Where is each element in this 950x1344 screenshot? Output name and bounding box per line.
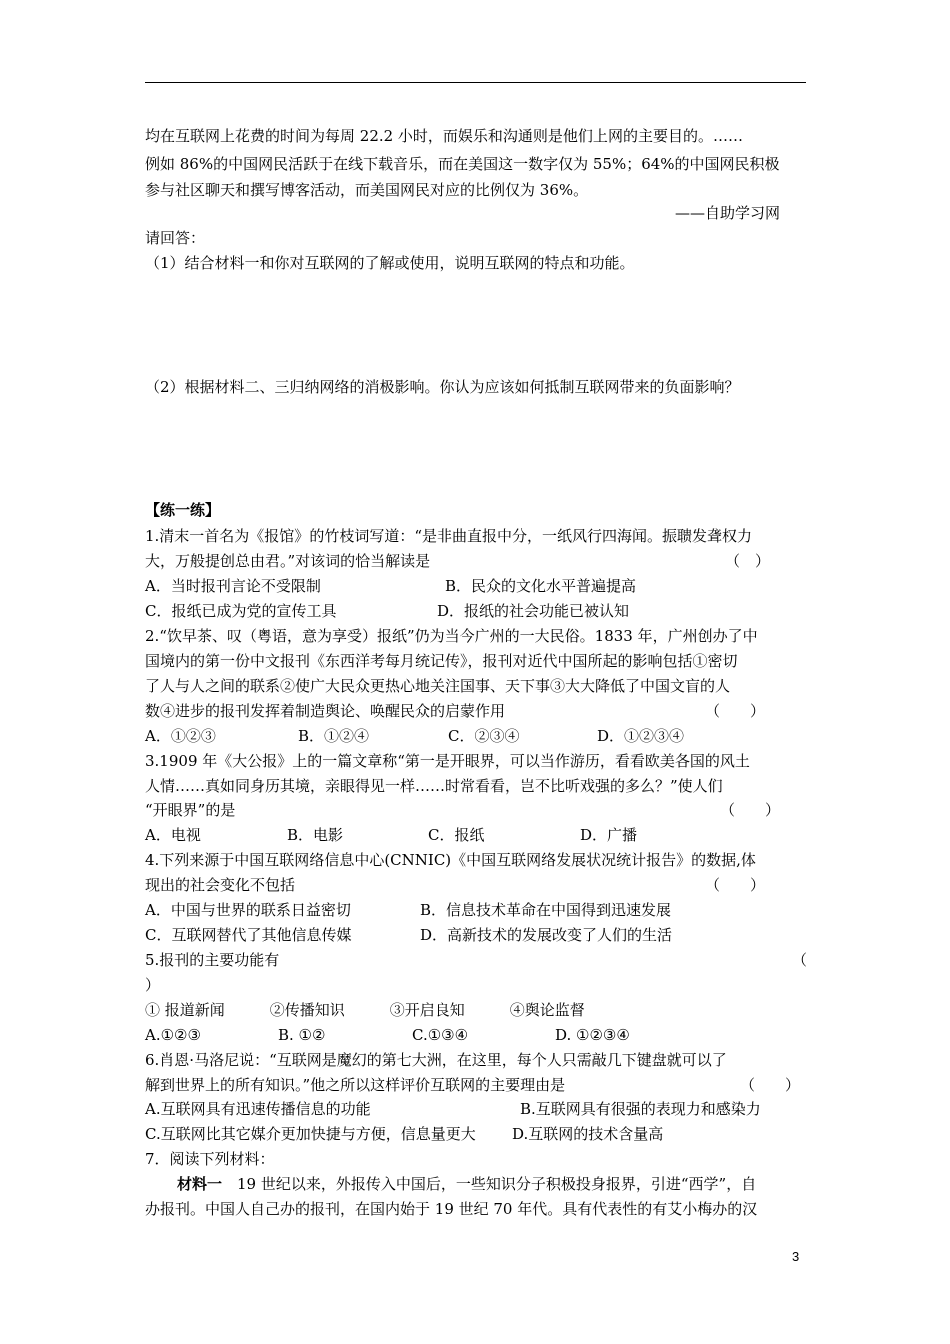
exercise-4-line: 现出的社会变化不包括 [145,876,296,894]
page-number: 3 [792,1249,800,1264]
exercise-7-line [177,1174,756,1194]
option-d: D. ①②③④ [555,1026,630,1044]
option-d: D．广播 [580,826,638,844]
option-c: C．互联网替代了其他信息传媒 [145,926,352,944]
exercise-7-line: 7．阅读下列材料： [145,1150,275,1168]
question-2: （2）根据材料二、三归纳网络的消极影响。你认为应该如何抵制互联网带来的负面影响？ [145,378,740,396]
option-a: A．①②③ [145,727,216,745]
answer-bracket: （ ） [720,801,781,819]
option-c: C.互联网比其它媒介更加快捷与方便，信息量更大 [145,1125,476,1143]
option-a: A．电视 [145,826,201,844]
answer-bracket-open: （ [792,951,808,969]
option-d: D．①②③④ [597,727,685,745]
exercise-6-line: 解到世界上的所有知识。”他之所以这样评价互联网的主要理由是 [145,1076,566,1094]
exercise-3-line: 3.1909 年《大公报》上的一篇文章称“第一是开眼界，可以当作游历，看看欧美各国的风土 [145,752,750,770]
option-c: C.①③④ [412,1026,469,1044]
option-a: A．中国与世界的联系日益密切 [145,901,351,919]
option-b: B．民众的文化水平普遍提高 [445,577,637,595]
material-line: 参与社区聊天和撰写博客活动，而美国网民对应的比例仅为 36%。 [145,181,589,199]
option-c: C．报纸已成为党的宣传工具 [145,602,337,620]
option-a: A．当时报刊言论不受限制 [145,577,321,595]
exercise-5-line: 5.报刊的主要功能有 [145,951,280,969]
option-b: B．①②④ [298,727,370,745]
answer-bracket: （ ） [705,702,766,720]
option-d: D．高新技术的发展改变了人们的生活 [420,926,673,944]
answer-bracket: （ ） [740,1076,801,1094]
exercise-2-line: 国境内的第一份中文报刊《东西洋考每月统记传》，报刊对近代中国所起的影响包括①密切 [145,652,738,670]
section-title: 【练一练】 [145,501,221,519]
exercise-5-items: ① 报道新闻 ②传播知识 ③开启良知 ④舆论监督 [145,1001,585,1019]
option-d: D.互联网的技术含量高 [512,1125,664,1143]
exercise-3-line: “开眼界”的是 [145,801,236,819]
exercise-2-line: 2.“饮早茶、叹（粤语，意为享受）报纸”仍为当今广州的一大民俗。1833 年，广州创办了中 [145,627,758,645]
material-line: 均在互联网上花费的时间为每周 22.2 小时，而娱乐和沟通则是他们上网的主要目的。…… [145,127,743,145]
exercise-7-line: 办报刊。中国人自己办的报刊，在国内始于 19 世纪 70 年代。具有代表性的有艾小梅办的汉 [145,1200,758,1218]
option-a: A.互联网具有迅速传播信息的功能 [145,1100,371,1118]
header-rule [145,82,806,83]
option-b: B．信息技术革命在中国得到迅速发展 [420,901,672,919]
option-c: C．报纸 [428,826,485,844]
option-b: B.互联网具有很强的表现力和感染力 [520,1100,761,1118]
option-c: C．②③④ [448,727,520,745]
answer-bracket: （ ） [725,552,771,570]
option-b: B. ①② [278,1026,326,1044]
option-d: D．报纸的社会功能已被认知 [437,602,630,620]
exercise-4-line: 4.下列来源于中国互联网络信息中心(CNNIC)《中国互联网络发展状况统计报告》的数据,体 [145,851,756,869]
exercise-2-line: 数④进步的报刊发挥着制造舆论、唤醒民众的启蒙作用 [145,702,506,720]
option-a: A.①②③ [145,1026,201,1044]
option-b: B．电影 [287,826,344,844]
exercise-6-line: 6.肖恩·马洛尼说：“互联网是魔幻的第七大洲，在这里，每个人只需敲几下键盘就可以了 [145,1051,727,1069]
material-line: 例如 86%的中国网民活跃于在线下载音乐，而在美国这一数字仅为 55%；64%的中国网民积极 [145,155,780,173]
answer-bracket: （ ） [705,876,766,894]
source-citation: ——自助学习网 [675,204,781,222]
question-1: （1）结合材料一和你对互联网的了解或使用，说明互联网的特点和功能。 [145,254,635,272]
exercise-3-line: 人情……真如同身历其境，亲眼得见一样……时常看看，岂不比听戏强的多么？”使人们 [145,777,723,795]
material-label: 材料一 [177,1175,223,1193]
answer-bracket-close: ） [145,976,161,994]
material-text: 19 世纪以来，外报传入中国后，一些知识分子积极投身报界，引进“西学”，自 [222,1175,757,1193]
answer-prompt: 请回答： [145,229,206,247]
exercise-1-line: 1.清末一首名为《报馆》的竹枝词写道：“是非曲直报中分，一纸风行四海闻。振聩发聋权力 [145,527,752,545]
exercise-1-line: 大，万般提创总由君。”对该词的恰当解读是 [145,552,431,570]
exercise-2-line: 了人与人之间的联系②使广大民众更热心地关注国事、天下事③大大降低了中国文盲的人 [145,677,731,695]
